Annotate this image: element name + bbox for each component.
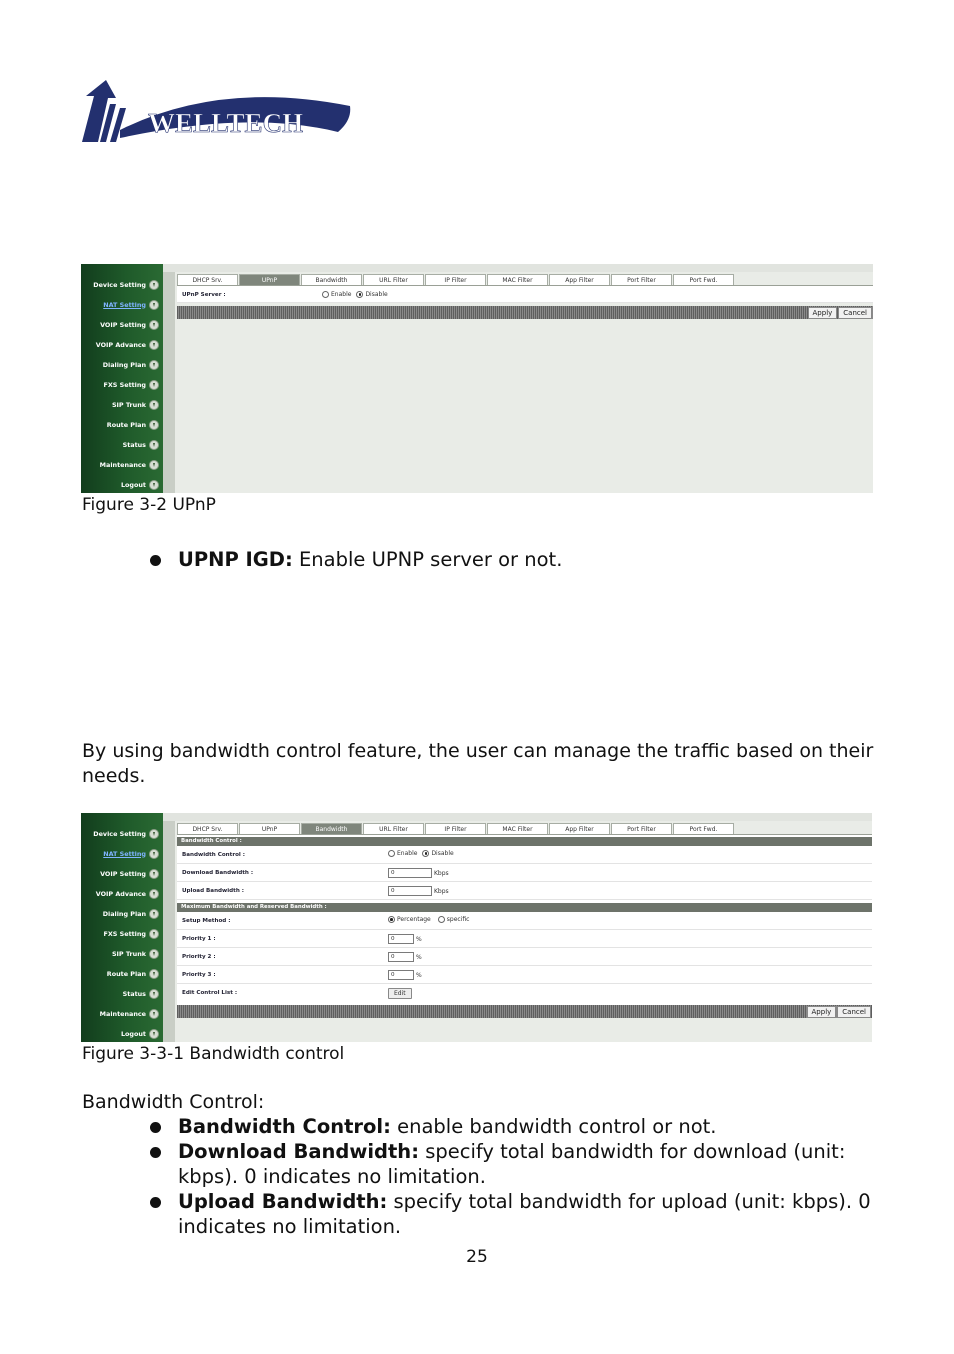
unit-percent: % — [416, 971, 422, 979]
sidebar-item[interactable] — [123, 987, 159, 1000]
sidebar-item[interactable] — [107, 418, 159, 431]
priority3-row — [177, 967, 872, 984]
upnp-server-row — [177, 286, 873, 303]
upnp-form — [177, 285, 873, 303]
specific-label: specific — [446, 916, 470, 923]
percentage-radio[interactable] — [388, 916, 395, 923]
chevron-down-icon — [149, 989, 159, 999]
chevron-down-icon — [149, 360, 159, 370]
sidebar-item-label: Status — [122, 989, 146, 998]
sidebar-item-label: Maintenance — [99, 1009, 146, 1018]
sidebar-item-label: SIP Trunk — [111, 949, 146, 958]
download-bw-input[interactable]: 0 — [388, 868, 432, 878]
percentage-label: Percentage — [397, 916, 431, 923]
figure-caption-upnp: Figure 3-2 UPnP — [82, 495, 216, 515]
chevron-down-icon — [149, 440, 159, 450]
priority2-label: Priority 2 : — [182, 954, 216, 960]
bullet-dot — [150, 1147, 161, 1158]
edit-control-label: Edit Control List : — [182, 990, 238, 996]
bandwidth-screenshot — [81, 813, 872, 1042]
sidebar-item-label: VOIP Advance — [95, 889, 146, 898]
priority1-input[interactable]: 0 — [388, 934, 414, 944]
upload-bw-row — [177, 883, 872, 900]
download-bw-label: Download Bandwidth : — [182, 870, 254, 876]
sidebar-item-label: Status — [122, 440, 146, 449]
unit-percent: % — [416, 935, 422, 943]
tab[interactable]: MAC Filter — [487, 274, 548, 285]
action-bar — [177, 306, 873, 319]
sidebar-item[interactable] — [104, 927, 159, 940]
sidebar-item[interactable] — [121, 478, 159, 491]
priority1-label: Priority 1 : — [182, 936, 216, 942]
tab[interactable]: URL Filter — [363, 823, 424, 834]
bw-disable-radio[interactable] — [422, 850, 429, 857]
tab[interactable]: Port Fwd. — [673, 823, 734, 834]
sidebar-item[interactable] — [96, 887, 159, 900]
priority3-input[interactable]: 0 — [388, 970, 414, 980]
tab[interactable]: App Filter — [549, 823, 610, 834]
sidebar-item-label: Device Setting — [93, 280, 146, 289]
bullet-dot — [150, 1122, 161, 1133]
sidebar-item-label: Dialing Plan — [102, 360, 146, 369]
sidebar-item[interactable] — [112, 398, 159, 411]
upload-bw-label: Upload Bandwidth : — [182, 888, 244, 894]
specific-radio[interactable] — [438, 916, 445, 923]
edit-button[interactable]: Edit — [388, 988, 412, 999]
sidebar-item[interactable] — [100, 318, 159, 331]
chevron-down-icon — [149, 949, 159, 959]
chevron-down-icon — [149, 340, 159, 350]
sidebar-item-label: Logout — [120, 1029, 146, 1038]
intro-paragraph: By using bandwidth control feature, the user can manage the traffic based on their needs. — [82, 740, 874, 787]
bw-enable-label: Enable — [397, 850, 418, 857]
tab[interactable]: IP Filter — [425, 274, 486, 285]
setup-method-label: Setup Method : — [182, 918, 231, 924]
setup-method-row — [177, 913, 872, 930]
chevron-down-icon — [149, 829, 159, 839]
chevron-down-icon — [149, 280, 159, 290]
bullet-term: UPNP IGD: — [178, 548, 293, 571]
chevron-down-icon — [149, 480, 159, 490]
sidebar-item-label: VOIP Setting — [100, 320, 146, 329]
apply-button[interactable]: Apply — [807, 1006, 837, 1018]
tab[interactable]: DHCP Srv. — [177, 274, 238, 285]
bw-control-row — [177, 847, 872, 864]
tab[interactable]: Port Filter — [611, 274, 672, 285]
apply-button[interactable]: Apply — [808, 307, 838, 319]
sidebar-item[interactable] — [103, 847, 159, 860]
page-number: 25 — [466, 1247, 488, 1267]
sidebar-item[interactable] — [93, 827, 159, 840]
upnp-enable-radio[interactable] — [322, 291, 329, 298]
section-bandwidth-control: Bandwidth Control : — [177, 837, 872, 846]
chevron-down-icon — [149, 849, 159, 859]
priority2-row — [177, 949, 872, 966]
priority1-row — [177, 931, 872, 948]
sidebar-item-label: VOIP Advance — [95, 340, 146, 349]
bullet-dot — [150, 555, 161, 566]
chevron-down-icon — [149, 300, 159, 310]
bandwidth-form — [177, 834, 872, 1005]
chevron-down-icon — [149, 420, 159, 430]
bullet-term: Bandwidth Control: — [178, 1115, 391, 1138]
sidebar-item-label: Dialing Plan — [102, 909, 146, 918]
sidebar-item[interactable] — [107, 967, 159, 980]
tab[interactable]: URL Filter — [363, 274, 424, 285]
bw-disable-label: Disable — [431, 850, 454, 857]
sidebar-item-label: Route Plan — [106, 420, 146, 429]
chevron-down-icon — [149, 320, 159, 330]
sidebar-item-label: FXS Setting — [103, 929, 146, 938]
tab[interactable]: UPnP — [239, 274, 300, 285]
bullet-term: Download Bandwidth: — [178, 1140, 419, 1163]
tab-bar — [177, 823, 735, 834]
sidebar-item[interactable] — [100, 867, 159, 880]
priority2-input[interactable]: 0 — [388, 952, 414, 962]
tab-bar — [177, 274, 735, 285]
upnp-screenshot — [81, 264, 873, 493]
sidebar-item[interactable] — [103, 358, 159, 371]
chevron-down-icon — [149, 909, 159, 919]
sidebar-item[interactable] — [104, 378, 159, 391]
sidebar-item-label: Route Plan — [106, 969, 146, 978]
sidebar-item[interactable] — [103, 298, 159, 311]
welltech-logo — [80, 80, 352, 144]
upload-bw-input[interactable]: 0 — [388, 886, 432, 896]
sidebar-item-label: VOIP Setting — [100, 869, 146, 878]
sidebar-item-label: NAT Setting — [103, 849, 146, 858]
sidebar-item[interactable] — [112, 947, 159, 960]
sidebar-item-label: Device Setting — [93, 829, 146, 838]
tab[interactable]: Port Fwd. — [673, 274, 734, 285]
tab[interactable]: Bandwidth — [301, 823, 362, 834]
bw-heading: Bandwidth Control: — [82, 1091, 265, 1113]
logo-text: WELLTECH — [148, 108, 304, 138]
upnp-server-label: UPnP Server : — [182, 292, 226, 298]
tab[interactable]: UPnP — [239, 823, 300, 834]
bullet-desc: Enable UPNP server or not. — [298, 548, 563, 571]
upnp-disable-label: Disable — [365, 291, 388, 298]
chevron-down-icon — [149, 380, 159, 390]
chevron-down-icon — [149, 460, 159, 470]
chevron-down-icon — [149, 929, 159, 939]
tab[interactable]: MAC Filter — [487, 823, 548, 834]
chevron-down-icon — [149, 969, 159, 979]
sidebar-item[interactable] — [103, 907, 159, 920]
tab[interactable]: App Filter — [549, 274, 610, 285]
sidebar-item[interactable] — [100, 458, 159, 471]
bw-enable-radio[interactable] — [388, 850, 395, 857]
sidebar-item[interactable] — [100, 1007, 159, 1020]
tab[interactable]: DHCP Srv. — [177, 823, 238, 834]
action-bar — [177, 1005, 872, 1018]
bullet-dot — [150, 1197, 161, 1208]
section-max-reserved: Maximum Bandwidth and Reserved Bandwidth : — [177, 903, 872, 912]
chevron-down-icon — [149, 1009, 159, 1019]
unit-percent: % — [416, 953, 422, 961]
sidebar-item-label: SIP Trunk — [111, 400, 146, 409]
sidebar-item[interactable] — [93, 278, 159, 291]
sidebar-item[interactable] — [96, 338, 159, 351]
upnp-disable-radio[interactable] — [356, 291, 363, 298]
edit-control-row — [177, 985, 872, 1002]
sidebar-item-label: FXS Setting — [103, 380, 146, 389]
upnp-enable-label: Enable — [331, 291, 352, 298]
unit-kbps: Kbps — [434, 869, 449, 877]
sidebar-item-label: Maintenance — [99, 460, 146, 469]
priority3-label: Priority 3 : — [182, 972, 216, 978]
sidebar — [81, 813, 163, 1042]
tab[interactable]: Port Filter — [611, 823, 672, 834]
chevron-down-icon — [149, 889, 159, 899]
chevron-down-icon — [149, 1029, 159, 1039]
sidebar — [81, 264, 163, 493]
cancel-button[interactable]: Cancel — [837, 1006, 871, 1018]
download-bw-row — [177, 865, 872, 882]
bw-control-label: Bandwidth Control : — [182, 852, 246, 858]
sidebar-item[interactable] — [121, 1027, 159, 1040]
tab[interactable]: IP Filter — [425, 823, 486, 834]
cancel-button[interactable]: Cancel — [838, 307, 872, 319]
bullet-desc: enable bandwidth control or not. — [397, 1115, 717, 1138]
sidebar-item[interactable] — [123, 438, 159, 451]
bullet-desc: specify total bandwidth for download (unit: kbps). 0 indicates no limitation. — [178, 1140, 846, 1188]
chevron-down-icon — [149, 400, 159, 410]
bullet-desc: specify total bandwidth for upload (unit: kbps). 0 indicates no limitation. — [178, 1190, 871, 1238]
chevron-down-icon — [149, 869, 159, 879]
tab[interactable]: Bandwidth — [301, 274, 362, 285]
figure-caption-bandwidth: Figure 3-3-1 Bandwidth control — [82, 1044, 345, 1064]
bullet-term: Upload Bandwidth: — [178, 1190, 388, 1213]
sidebar-item-label: Logout — [120, 480, 146, 489]
unit-kbps: Kbps — [434, 887, 449, 895]
sidebar-item-label: NAT Setting — [103, 300, 146, 309]
